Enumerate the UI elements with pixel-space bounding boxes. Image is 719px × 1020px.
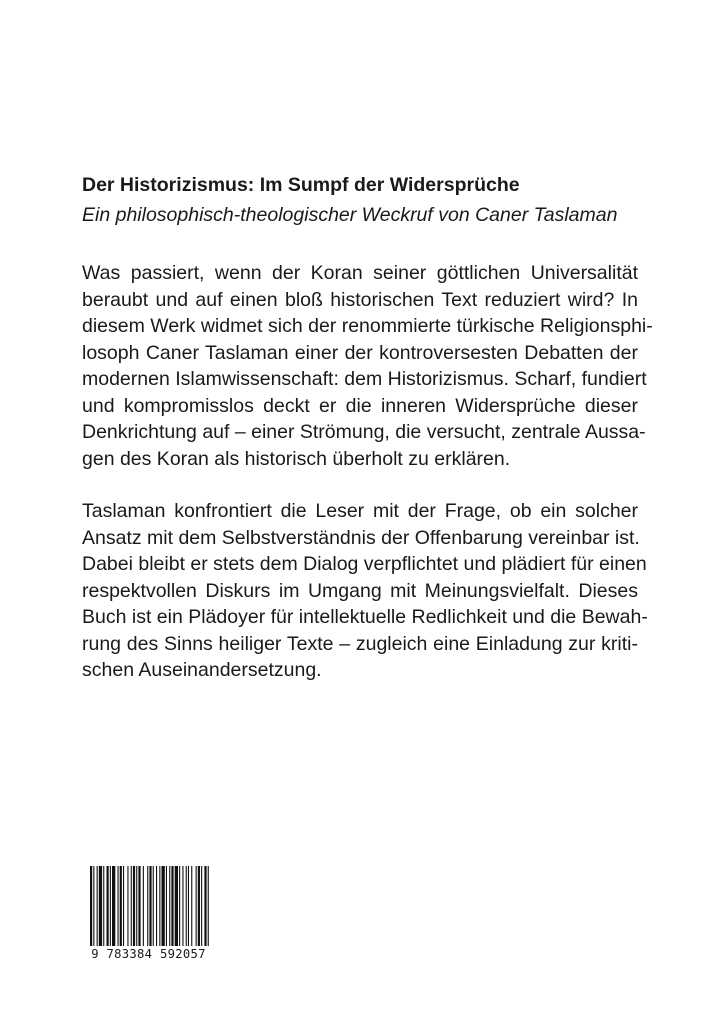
isbn-barcode	[82, 864, 215, 968]
barcode-bar	[208, 866, 209, 946]
text-line: beraubt und auf einen bloß historischen Text reduziert wird? In	[82, 288, 638, 311]
barcode-bar	[143, 866, 144, 946]
text-line: diesem Werk widmet sich der renommierte türkische Religionsphi-	[82, 315, 653, 337]
barcode-bar	[99, 866, 102, 946]
barcode-bar	[103, 866, 104, 946]
barcode-bar	[136, 866, 137, 946]
barcode-bar	[159, 866, 160, 946]
text-line: Ansatz mit dem Selbstverständnis der Offenbarung vereinbar ist.	[82, 526, 640, 549]
blurb-paragraph-1	[82, 260, 653, 472]
blurb-paragraph-2	[82, 498, 648, 684]
cover-text	[82, 170, 653, 710]
barcode-bar	[162, 866, 165, 946]
barcode-bar	[188, 866, 189, 946]
barcode-bar	[175, 866, 178, 946]
text-line: gen des Koran als historisch überholt zu erklären.	[82, 447, 511, 470]
text-line: rung des Sinns heiliger Texte – zugleich eine Einladung zur kriti-	[82, 632, 638, 655]
barcode-bar	[112, 866, 115, 946]
barcode-bar	[182, 866, 183, 946]
text-line: Dabei bleibt er stets dem Dialog verpflichtet und plädiert für einen	[82, 553, 647, 575]
barcode-bar	[123, 866, 124, 946]
book-title: Der Historizismus: Im Sumpf der Widersprüche	[82, 174, 520, 196]
text-line: und kompromisslos deckt er die inneren Widersprüche dieser	[82, 394, 638, 417]
barcode-bar	[90, 866, 92, 946]
text-line: modernen Islamwissenschaft: dem Historizismus. Scharf, fundiert	[82, 368, 647, 390]
text-line: Buch ist ein Plädoyer für intellektuelle Redlichkeit und die Bewah-	[82, 606, 648, 628]
text-line: respektvollen Diskurs im Umgang mit Meinungsvielfalt. Dieses	[82, 579, 638, 602]
barcode-bar	[169, 866, 170, 946]
text-line: Denkrichtung auf – einer Strömung, die versucht, zentrale Aussa-	[82, 421, 646, 443]
barcode-bar	[201, 866, 202, 946]
barcode-bar	[171, 866, 173, 946]
barcode-bar	[127, 866, 128, 946]
barcode-bar	[149, 866, 151, 946]
barcode-bar	[179, 866, 180, 946]
barcode-bar	[138, 866, 140, 946]
barcode-bar	[191, 866, 192, 946]
barcode-bar	[204, 866, 206, 946]
barcode-bar	[196, 866, 197, 946]
text-line: Was passiert, wenn der Koran seiner göttlichen Universalität	[82, 262, 638, 284]
barcode-bar	[107, 866, 109, 946]
barcode-bar	[120, 866, 122, 946]
barcode-bar	[147, 866, 148, 946]
barcode-bar	[131, 866, 132, 946]
book-subtitle: Ein philosophisch-theologischer Weckruf von Caner Taslaman	[82, 204, 618, 226]
barcode-bar	[156, 866, 157, 946]
barcode-bars	[82, 864, 215, 946]
barcode-bar	[93, 866, 94, 946]
text-line: losoph Caner Taslaman einer der kontroversesten Debatten der	[82, 341, 638, 364]
barcode-bar	[166, 866, 167, 946]
barcode-bar	[118, 866, 119, 946]
barcode-bar	[153, 866, 154, 946]
barcode-bar	[110, 866, 111, 946]
barcode-digits: 9 783384 592057	[91, 947, 206, 961]
text-line: schen Auseinandersetzung.	[82, 659, 322, 681]
barcode-bar	[198, 866, 200, 946]
barcode-bar	[97, 866, 98, 946]
barcode-bar	[186, 866, 187, 946]
barcode-bar	[133, 866, 135, 946]
text-line: Taslaman konfrontiert die Leser mit der Frage, ob ein solcher	[82, 500, 638, 522]
